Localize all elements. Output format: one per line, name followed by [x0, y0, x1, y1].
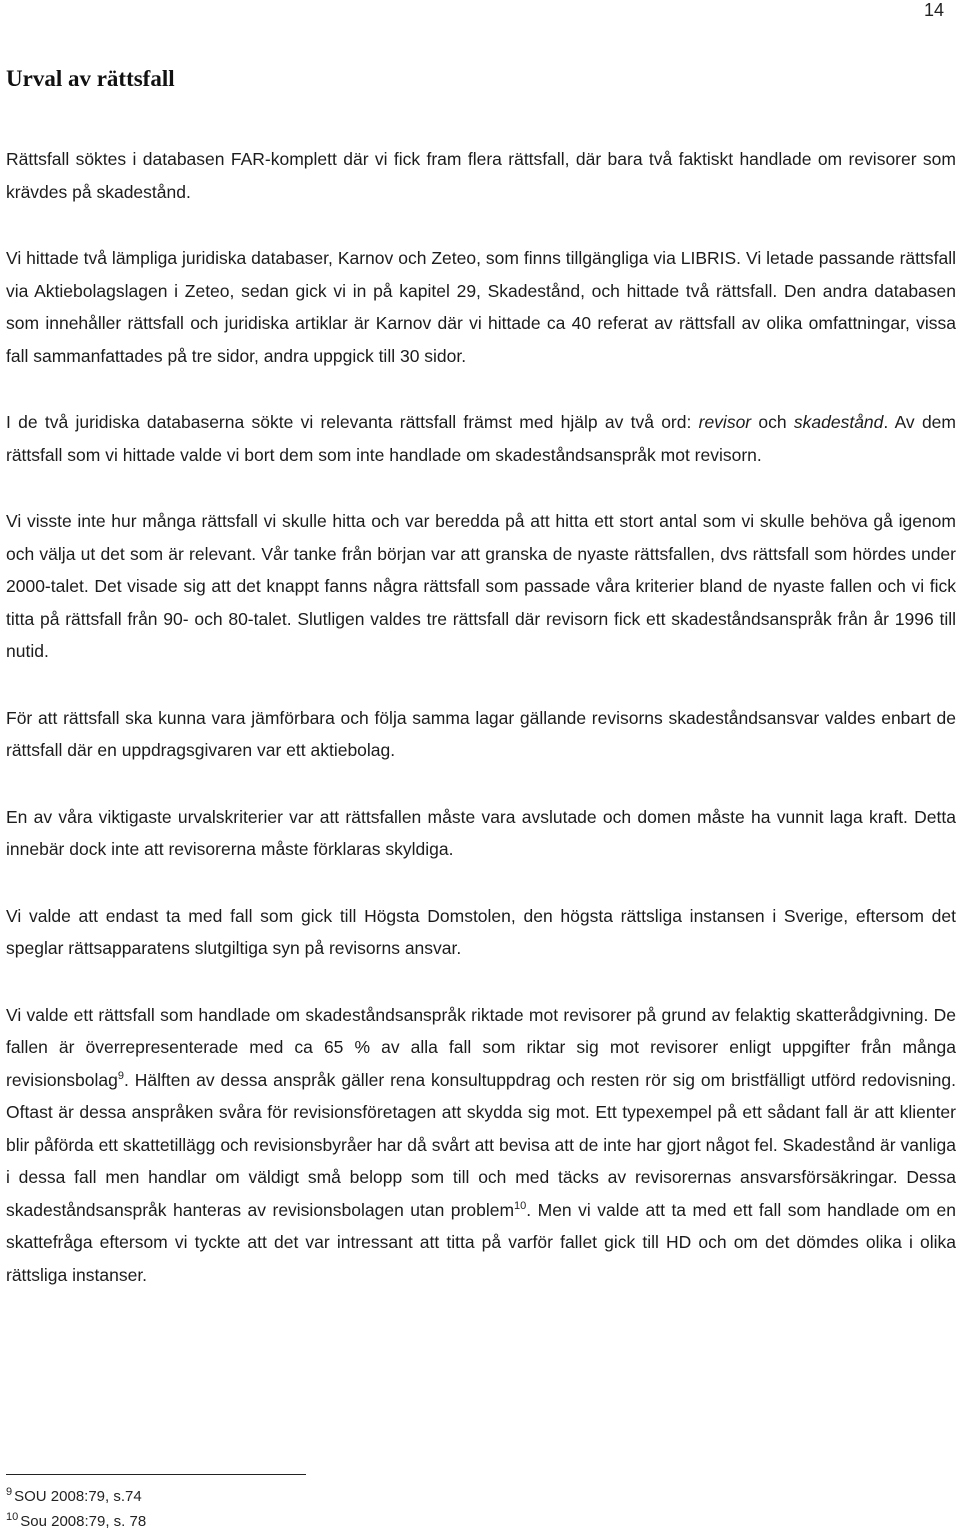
paragraph-1: Rättsfall söktes i databasen FAR-komplett där vi fick fram flera rättsfall, där bara två faktiskt handlade om revisorer som krävdes på skadestånd.: [6, 149, 956, 202]
paragraph-8-text-c: . Men vi valde att ta med ett fall som handlade om en skattefråga eftersom vi tyckte att det var intressant att titta på varför fallet gick till HD och om det dömdes olika i olika rättsliga instanser.: [6, 1199, 956, 1285]
paragraph-4: Vi visste inte hur många rättsfall vi skulle hitta och var beredda på att hitta ett stort antal som vi skulle behöva gå igenom och välja ut det som är relevant. Vår tanke från början var att granska de nyaste rättsfallen, dvs rättsfall som hördes under 2000-talet. Det visade sig att det knappt fanns några rättsfall som passade våra kriterier bland de nyaste fallen och vi fick titta på rättsfall från 90- och 80-talet. Slutligen valdes tre rättsfall där revisorn fick ett skadeståndsanspråk från år 1996 till nutid.: [6, 511, 956, 661]
paragraph-7: Vi valde att endast ta med fall som gick till Högsta Domstolen, den högsta rättsliga instansen i Sverige, eftersom det speglar rättsapparatens slutgiltiga syn på revisorns ansvar.: [6, 905, 956, 958]
footnote-ref-9[interactable]: 9: [117, 1069, 124, 1082]
paragraph-6: En av våra viktigaste urvalskriterier var att rättsfallen måste vara avslutade och domen måste ha vunnit laga kraft. Detta innebär dock inte att revisorerna måste förklaras skyldiga.: [6, 806, 956, 859]
footnote-9: [6, 1486, 142, 1505]
footnote-10: [6, 1511, 146, 1530]
footnote-number: 9: [6, 1486, 13, 1498]
footnote-divider: [6, 1474, 306, 1475]
paragraph-5: För att rättsfall ska kunna vara jämförbara och följa samma lagar gällande revisorns skadeståndsansvar valdes enbart de rättsfall där en uppdragsgivaren var ett aktiebolag.: [6, 707, 956, 760]
paragraph-3-text-a: I de två juridiska databaserna sökte vi relevanta rättsfall främst med hjälp av två ord:: [6, 412, 699, 432]
paragraph-8-text-a: Vi valde ett rättsfall som handlade om skadeståndsanspråk riktade mot revisorer på grund av felaktig skatterådgivning. De fallen är överrepresenterade med ca 65 % av alla fall som riktar sig mot revisorer enligt uppgifter från många revisionsbolag: [6, 1004, 956, 1090]
paragraph-2: Vi hittade två lämpliga juridiska databaser, Karnov och Zeteo, som finns tillgängliga via LIBRIS. Vi letade passande rättsfall via Aktiebolagslagen i Zeteo, sedan gick vi in på kapitel 29, Skadestånd, och hittade två rättsfall. Den andra databasen som innehåller rättsfall och juridiska artiklar är Karnov där vi hittade ca 40 referat av rättsfall av olika omfattningar, vissa fall sammanfattades på tre sidor, andra uppgick till 30 sidor.: [6, 248, 956, 366]
page-number: 14: [923, 0, 944, 20]
paragraph-3-term-revisor: revisor: [698, 412, 752, 432]
footnote-number: 10: [6, 1511, 19, 1523]
paragraph-8-text-b: . Hälften av dessa anspråk gäller rena konsultuppdrag och resten rör sig om bristfälligt utförd redovisning. Oftast är dessa anspråken svåra för revisionsföretagen att skydda sig mot. Ett typexempel på ett sådant fall är att klienter blir påförda ett skattetillägg och revisionsbyråer har då svårt att bevisa att de inte har gjort något fel. Skadestånd är vanliga i dessa fall men handlar om väldigt små belopp som till och med täcks av revisorernas ansvarsförsäkringar. Dessa skadeståndsanspråk hanteras av revisionsbolagen utan problem: [6, 1069, 956, 1220]
document-body: [6, 143, 956, 1291]
footnote-text: SOU 2008:79, s.74: [14, 1488, 142, 1505]
footnote-text: Sou 2008:79, s. 78: [20, 1513, 147, 1530]
paragraph-8: [6, 999, 956, 1292]
paragraph-3-term-skadestand: skadestånd: [793, 412, 884, 432]
paragraph-3-text-c: . Av dem rättsfall som vi hittade valde vi bort dem som inte handlade om skadeståndsanspråk mot revisorn.: [6, 412, 956, 465]
paragraph-3: [6, 406, 956, 471]
paragraph-3-text-b: och: [751, 412, 794, 432]
footnote-ref-10[interactable]: 10: [514, 1199, 527, 1212]
section-heading: Urval av rättsfall: [6, 66, 175, 91]
